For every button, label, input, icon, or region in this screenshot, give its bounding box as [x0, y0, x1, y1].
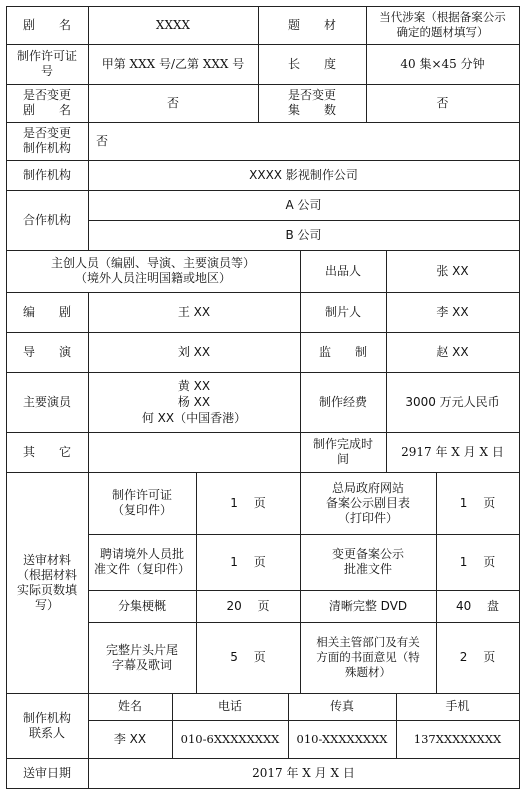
material-dvd-label: 清晰完整 DVD — [328, 598, 408, 613]
material-credits-label: 完整片头片尾 字幕及歌词 — [105, 642, 178, 672]
completion-value: 2917 年 X 月 X 日 — [401, 444, 504, 459]
change-producer-label: 是否变更 制作机构 — [22, 126, 71, 155]
material-license-copy-label: 制作许可证 （复印件） — [111, 488, 172, 517]
material-change-approval-label: 变更备案公示 批准文件 — [331, 547, 404, 576]
contact-header-mobile: 手机 — [445, 699, 470, 713]
exec-producer-value: 李 XX — [436, 304, 469, 319]
material-synopsis-pages: 20 页 — [226, 598, 270, 613]
material-dvd-count: 40 盘 — [455, 598, 500, 613]
materials-label: 送审材料 （根据材料 实际页数填 写） — [16, 552, 77, 612]
material-public-list-pages: 1 页 — [459, 495, 496, 510]
coop-label: 合作机构 — [22, 212, 71, 227]
change-title-value: 否 — [166, 95, 179, 110]
license-label: 制作许可证 号 — [16, 49, 77, 78]
theme-value: 当代涉案（根据备案公示 确定的题材填写） — [379, 10, 506, 39]
director-value: 刘 XX — [177, 344, 211, 359]
presenter-label: 出品人 — [324, 263, 361, 278]
budget-label: 制作经费 — [318, 394, 367, 409]
submit-date-value: 2017 年 X 月 X 日 — [252, 765, 355, 780]
change-episodes-value: 否 — [436, 95, 449, 110]
length-value: 40 集×45 分钟 — [400, 56, 485, 71]
title-value: XXXX — [155, 17, 191, 32]
supervisor-label: 监 制 — [318, 344, 367, 359]
material-synopsis-label: 分集梗概 — [117, 598, 166, 613]
contact-mobile: 137XXXXXXXX — [413, 731, 502, 746]
producer-value: XXXX 影视制作公司 — [249, 167, 358, 182]
theme-label: 题 材 — [287, 17, 336, 32]
change-title-label: 是否变更 剧 名 — [22, 88, 71, 117]
material-opinions-pages: 2 页 — [459, 650, 496, 664]
material-credits-pages: 5 页 — [230, 650, 266, 664]
coop-value-2: B 公司 — [285, 227, 322, 242]
material-license-copy-pages: 1 页 — [230, 495, 266, 510]
submit-date-label: 送审日期 — [22, 765, 71, 780]
writer-label: 编 剧 — [22, 304, 71, 319]
change-producer-value: 否 — [96, 133, 109, 148]
creators-label: 主创人员（编剧、导演、主要演员等） （境外人员注明国籍或地区） — [50, 256, 255, 285]
actors-label: 主要演员 — [22, 394, 71, 409]
title-label: 剧 名 — [22, 17, 71, 32]
director-label: 导 演 — [22, 344, 71, 359]
change-episodes-label: 是否变更 集 数 — [287, 88, 336, 117]
contact-phone: 010-6XXXXXXXX — [180, 731, 280, 746]
material-foreign-staff-label: 聘请境外人员批 准文件（复印件） — [93, 547, 190, 576]
material-public-list-label: 总局政府网站 备案公示剧目表 （打印件） — [325, 480, 410, 525]
contact-label: 制作机构 联系人 — [22, 710, 71, 740]
other-label: 其 它 — [22, 444, 71, 459]
presenter-value: 张 XX — [436, 263, 469, 278]
exec-producer-label: 制片人 — [324, 304, 361, 319]
other-value — [88, 432, 300, 472]
contact-fax: 010-XXXXXXXX — [296, 731, 388, 746]
contact-name: 李 XX — [113, 731, 147, 746]
budget-value: 3000 万元人民币 — [405, 394, 500, 409]
producer-label: 制作机构 — [22, 167, 71, 182]
contact-header-name: 姓名 — [117, 699, 142, 713]
contact-header-fax: 传真 — [329, 699, 354, 713]
length-label: 长 度 — [287, 56, 336, 71]
writer-value: 王 XX — [177, 304, 211, 319]
coop-value-1: A 公司 — [285, 197, 322, 212]
material-opinions-label: 相关主管部门及有关 方面的书面意见（特 殊题材） — [316, 635, 420, 679]
license-value: 甲第 XXX 号/乙第 XXX 号 — [101, 56, 245, 71]
actors-value: 黄 XX 杨 XX 何 XX（中国香港） — [141, 379, 247, 425]
material-foreign-staff-pages: 1 页 — [230, 554, 266, 569]
contact-header-phone: 电话 — [217, 699, 242, 713]
material-change-approval-pages: 1 页 — [459, 554, 496, 569]
supervisor-value: 赵 XX — [436, 344, 469, 359]
completion-label: 制作完成时 间 — [312, 437, 373, 466]
